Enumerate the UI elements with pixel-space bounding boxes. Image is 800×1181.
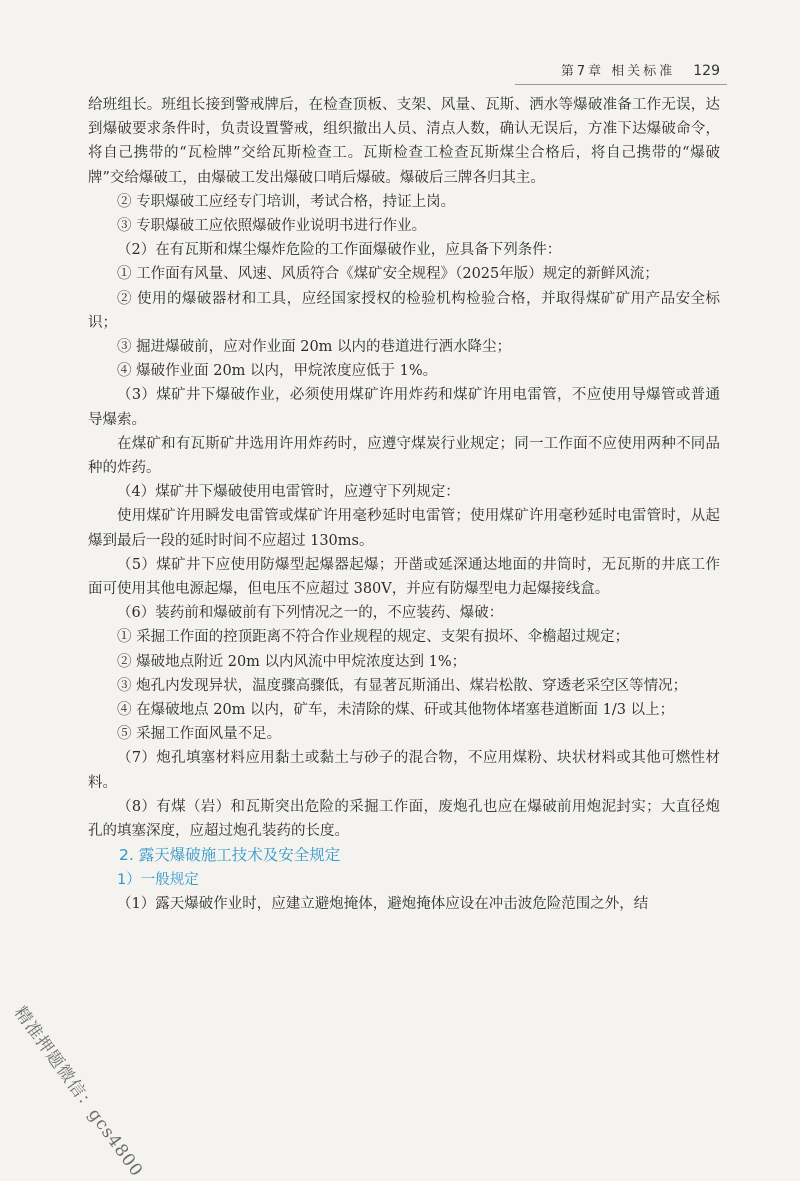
running-header: [500, 60, 720, 79]
page-number: 129: [693, 63, 720, 79]
paragraph: （7）炮孔填塞材料应用黏土或黏土与砂子的混合物，不应用煤粉、块状材料或其他可燃性材料。: [88, 750, 720, 791]
paragraph: ② 使用的爆破器材和工具，应经国家授权的检验机构检验合格，并取得煤矿矿用产品安全标识；: [88, 290, 720, 331]
watermark-text: 精准押题微信：gcs4800: [9, 1002, 147, 1181]
paragraph: （4）煤矿井下爆破使用电雷管时，应遵守下列规定：: [117, 484, 460, 501]
paragraph: （1）露天爆破作业时，应建立避炮掩体，避炮掩体应设在冲击波危险范围之外，结: [117, 895, 649, 912]
section-heading: 2. 露天爆破施工技术及安全规定: [119, 846, 341, 865]
chapter-title: 第7章 相关标准: [560, 64, 676, 79]
paragraph: ② 爆破地点附近 20m 以内风流中甲烷浓度达到 1%；: [117, 653, 467, 670]
paragraph: ③ 炮孔内发现异状，温度骤高骤低，有显著瓦斯涌出、煤岩松散、穿透老采空区等情况；: [117, 677, 688, 694]
paragraph: ② 专职爆破工应经专门培训，考试合格，持证上岗。: [117, 193, 456, 210]
paragraph: （3）煤矿井下爆破作业，必须使用煤矿许用炸药和煤矿许用电雷管，不应使用导爆管或普通导爆索。: [88, 387, 720, 428]
paragraph: ⑤ 采掘工作面风量不足。: [117, 726, 282, 743]
paragraph: （2）在有瓦斯和煤尘爆炸危险的工作面爆破作业，应具备下列条件：: [117, 242, 562, 259]
paragraph: ③ 掘进爆破前，应对作业面 20m 以内的巷道进行洒水降尘；: [117, 339, 512, 356]
paragraph: （5）煤矿井下应使用防爆型起爆器起爆；开凿或延深通达地面的井筒时，无瓦斯的井底工作面可使用其他电源起爆，但电压不应超过 380V，并应有防爆型电力起爆接线盒。: [88, 556, 720, 598]
paragraph: （6）装药前和爆破前有下列情况之一的，不应装药、爆破：: [117, 605, 504, 622]
subsection-heading: 1）一般规定: [117, 871, 199, 888]
header-rule: [515, 84, 727, 85]
paragraph: ④ 爆破作业面 20m 以内，甲烷浓度应低于 1%。: [117, 363, 438, 380]
paragraph: （8）有煤（岩）和瓦斯突出危险的采掘工作面，废炮孔也应在爆破前用炮泥封实；大直径炮孔的填塞深度，应超过炮孔装药的长度。: [88, 798, 720, 840]
paragraph: ① 工作面有风量、风速、风质符合《煤矿安全规程》（2025年版）规定的新鲜风流；: [117, 266, 659, 283]
page-body: [88, 93, 720, 916]
paragraph: 给班组长。班组长接到警戒牌后，在检查顶板、支架、风量、瓦斯、洒水等爆破准备工作无误，达到爆破要求条件时，负责设置警戒，组织撤出人员、清点人数，确认无误后，方准下达爆破命令，将自己携带的“瓦检牌”交给瓦斯检查工。瓦斯检查工检查瓦斯煤尘合格后，将自己携带的“爆破牌”交给爆破工，由爆破工发出爆破口哨后爆破。爆破后三牌各归其主。: [88, 97, 720, 186]
paragraph: 在煤矿和有瓦斯矿井选用许用炸药时，应遵守煤炭行业规定；同一工作面不应使用两种不同品种的炸药。: [88, 435, 720, 477]
paragraph: ④ 在爆破地点 20m 以内，矿车，未清除的煤、矸或其他物体堵塞巷道断面 1/3 以上；: [117, 702, 675, 719]
paragraph: ① 采掘工作面的控顶距离不符合作业规程的规定、支架有损坏、伞檐超过规定；: [117, 629, 630, 646]
paragraph: ③ 专职爆破工应依照爆破作业说明书进行作业。: [117, 218, 427, 235]
paragraph: 使用煤矿许用瞬发电雷管或煤矿许用毫秒延时电雷管；使用煤矿许用毫秒延时电雷管时，从起爆到最后一段的延时时间不应超过 130ms。: [88, 508, 720, 549]
